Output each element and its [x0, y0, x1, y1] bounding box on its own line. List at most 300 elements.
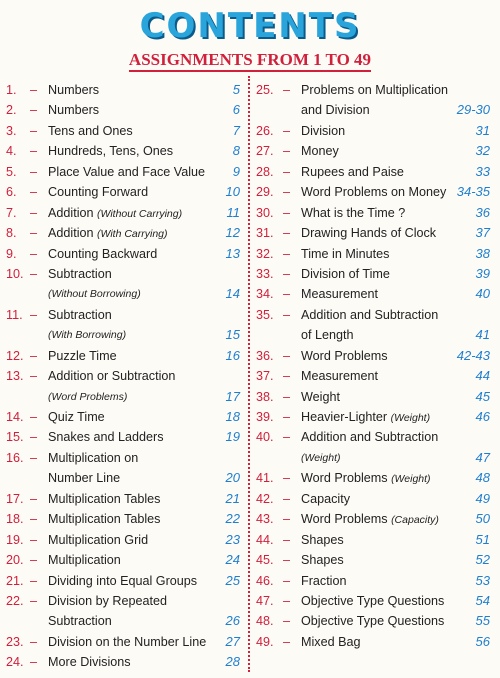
- toc-entry: [6, 223, 242, 243]
- entry-dash: –: [283, 369, 291, 384]
- entry-page-number: 14: [225, 286, 240, 302]
- entry-title-text: Hundreds, Tens, Ones: [48, 144, 174, 159]
- toc-entry: [256, 427, 492, 447]
- entry-title: [48, 284, 141, 304]
- entry-number: 43.: [256, 512, 274, 527]
- entry-dash: –: [283, 532, 291, 547]
- entry-dash: –: [283, 287, 291, 302]
- entry-dash: –: [283, 410, 291, 424]
- entry-dash: –: [30, 103, 38, 118]
- entry-number: 37.: [256, 369, 274, 384]
- entry-title: [301, 387, 340, 407]
- entry-title-text: Numbers: [48, 83, 100, 97]
- entry-number: 12.: [6, 348, 24, 363]
- entry-dash: –: [283, 430, 291, 445]
- entry-title: [301, 284, 378, 304]
- entry-number: 36.: [256, 348, 274, 363]
- entry-page-number: 28: [225, 654, 240, 670]
- entry-dash: –: [30, 450, 38, 465]
- toc-entry: [256, 162, 492, 182]
- column-divider: [248, 76, 250, 672]
- entry-number: 40.: [256, 430, 274, 445]
- entry-dash: –: [283, 491, 291, 506]
- entry-title-text: Word Problems: [301, 348, 388, 363]
- toc-entry-continuation: [6, 468, 242, 488]
- toc-entry: [256, 387, 492, 407]
- toc-entry: [6, 100, 242, 120]
- entry-page-number: 13: [225, 245, 240, 261]
- entry-title: [301, 325, 354, 345]
- entry-dash: –: [30, 512, 38, 527]
- toc-entry: [256, 571, 492, 591]
- entry-number: 45.: [256, 553, 274, 568]
- entry-title-text: Division by Repeated: [48, 593, 168, 608]
- entry-page-number: 56: [475, 633, 490, 649]
- entry-number: 39.: [256, 410, 274, 424]
- entry-title: [48, 80, 99, 100]
- entry-page-number: 32: [475, 143, 490, 159]
- entry-title-text: More Divisions: [48, 655, 131, 670]
- entry-page-number: 51: [475, 531, 490, 547]
- entry-title: [301, 632, 361, 652]
- entry-page-number: 54: [475, 592, 490, 608]
- entry-dash: –: [30, 593, 38, 608]
- entry-title: [301, 407, 430, 428]
- entry-title-text: Counting Backward: [48, 246, 158, 261]
- toc-entry: [6, 427, 242, 447]
- toc-entry: [256, 591, 492, 611]
- toc-entry: [6, 264, 242, 284]
- entry-page-number: 55: [475, 613, 490, 629]
- toc-entry: [6, 591, 242, 611]
- entry-title-text: Snakes and Ladders: [48, 430, 164, 445]
- entry-number: 26.: [256, 123, 274, 138]
- entry-number: 44.: [256, 532, 274, 547]
- entry-number: 35.: [256, 307, 274, 322]
- entry-number: 48.: [256, 614, 274, 629]
- entry-page-number: 46: [475, 409, 490, 424]
- entry-title-text: (With Borrowing): [48, 329, 127, 342]
- entry-title-text: Heavier-Lighter: [301, 410, 388, 424]
- entry-dash: –: [283, 389, 291, 404]
- entry-number: 23.: [6, 634, 24, 649]
- entry-number: 21.: [6, 573, 24, 588]
- entry-number: 1.: [6, 83, 17, 97]
- entry-title-text: Weight: [301, 389, 340, 404]
- entry-number: 5.: [6, 164, 17, 179]
- entry-title: [48, 509, 160, 529]
- entry-title: [48, 427, 164, 447]
- entry-title-text: Word Problems on Money: [301, 185, 447, 200]
- toc-entry: [6, 407, 242, 427]
- entry-page-number: 22: [225, 511, 240, 527]
- entry-title-text: Shapes: [301, 532, 344, 547]
- toc-entry-continuation: [256, 325, 492, 345]
- entry-title-text: (Weight): [301, 451, 341, 464]
- toc-entry: [256, 632, 492, 652]
- entry-title-text: Division of Time: [301, 266, 390, 281]
- toc-entry: [256, 182, 492, 202]
- subtitle-text: ASSIGNMENTS FROM 1 TO 49: [129, 50, 371, 72]
- entry-title: [301, 80, 448, 100]
- entry-page-number: 25: [225, 572, 240, 588]
- entry-title-text: Subtraction: [48, 266, 112, 281]
- entry-title: [48, 387, 127, 407]
- entry-number: 11.: [6, 307, 23, 322]
- entry-title: [48, 325, 126, 345]
- toc-entry: [6, 530, 242, 550]
- entry-dash: –: [30, 144, 38, 159]
- entry-dash: –: [283, 573, 291, 588]
- entry-dash: –: [283, 164, 291, 179]
- entry-title-text: Multiplication Tables: [48, 512, 161, 527]
- toc-entry: [6, 489, 242, 509]
- entry-number: 16.: [6, 450, 24, 465]
- entry-title: [48, 571, 197, 591]
- toc-entry: [6, 346, 242, 366]
- entry-title-text: Multiplication: [48, 553, 121, 568]
- entry-title: [301, 550, 344, 570]
- entry-dash: –: [283, 471, 291, 486]
- entry-title-text: Puzzle Time: [48, 348, 117, 363]
- entry-title-text: Place Value and Face Value: [48, 164, 206, 179]
- entry-dash: –: [283, 246, 291, 261]
- entry-page-number: 26: [225, 613, 240, 629]
- entry-dash: –: [30, 410, 38, 424]
- entry-title: [48, 407, 105, 427]
- entry-dash: –: [283, 307, 291, 322]
- toc-entry: [6, 244, 242, 264]
- entry-title-text: Drawing Hands of Clock: [301, 226, 437, 241]
- toc-entry: [256, 203, 492, 223]
- entry-title: [301, 509, 439, 530]
- toc-entry: [256, 284, 492, 304]
- page-title: CONTENTS: [139, 6, 361, 46]
- entry-page-number: 16: [225, 347, 240, 363]
- toc-entry: [6, 509, 242, 529]
- entry-title-text: Multiplication Grid: [48, 532, 149, 547]
- entry-title: [301, 141, 339, 161]
- entry-title-text: Objective Type Questions: [301, 614, 445, 629]
- entry-title-text: Shapes: [301, 553, 344, 568]
- entry-title: [48, 244, 157, 264]
- entry-page-number: 37: [475, 225, 490, 241]
- entry-page-number: 10: [225, 184, 240, 200]
- entry-number: 4.: [6, 144, 17, 159]
- entry-dash: –: [30, 573, 38, 588]
- entry-number: 15.: [6, 430, 24, 445]
- toc-entry: [256, 80, 492, 100]
- toc-entry-continuation: [256, 100, 492, 120]
- toc-entry: [256, 305, 492, 325]
- entry-title: [301, 591, 444, 611]
- entry-title-text: Fraction: [301, 573, 347, 588]
- entry-title: [48, 366, 175, 386]
- entry-title: [48, 550, 121, 570]
- entry-title: [48, 203, 182, 224]
- entry-title-text: Measurement: [301, 369, 378, 384]
- entry-number: 7.: [6, 205, 17, 220]
- entry-title-text: Addition: [48, 226, 94, 241]
- entry-title: [48, 141, 173, 161]
- toc-entry: [256, 264, 492, 284]
- entry-title: [301, 182, 446, 202]
- entry-page-number: 40: [475, 286, 490, 302]
- entry-note: (Without Carrying): [97, 207, 183, 220]
- entry-page-number: 53: [475, 572, 490, 588]
- entry-dash: –: [283, 205, 291, 220]
- toc-entry: [6, 652, 242, 672]
- toc-entry: [6, 305, 242, 325]
- entry-dash: –: [30, 205, 38, 220]
- entry-number: 24.: [6, 655, 24, 670]
- entry-page-number: 9: [232, 163, 240, 179]
- entry-number: 49.: [256, 634, 274, 649]
- entry-number: 30.: [256, 205, 274, 220]
- entry-title: [301, 203, 405, 223]
- entry-number: 17.: [6, 491, 24, 506]
- entry-title: [301, 305, 438, 325]
- entry-page-number: 41: [475, 327, 490, 343]
- entry-dash: –: [30, 430, 38, 445]
- entry-dash: –: [30, 532, 38, 547]
- entry-number: 31.: [256, 226, 274, 241]
- entry-page-number: 5: [232, 82, 240, 97]
- entry-title: [48, 162, 205, 182]
- entry-number: 29.: [256, 185, 274, 200]
- entry-page-number: 20: [225, 470, 240, 486]
- entry-page-number: 50: [475, 511, 490, 527]
- entry-title: [301, 264, 390, 284]
- entry-dash: –: [30, 246, 38, 261]
- entry-dash: –: [30, 83, 38, 97]
- entry-title-text: Division: [301, 123, 346, 138]
- toc-entry: [256, 468, 492, 488]
- entry-title-text: Addition and Subtraction: [301, 430, 439, 445]
- entry-number: 2.: [6, 103, 17, 118]
- entry-number: 18.: [6, 512, 24, 527]
- entry-title: [48, 652, 131, 672]
- entry-dash: –: [283, 266, 291, 281]
- entry-title-text: Capacity: [301, 491, 350, 506]
- right-column: [256, 80, 492, 652]
- entry-title-text: What is the Time ?: [301, 205, 406, 220]
- entry-page-number: 6: [232, 102, 240, 118]
- toc-entry: [6, 141, 242, 161]
- entry-title-text: Money: [301, 144, 339, 159]
- entry-title-text: Number Line: [48, 471, 121, 486]
- entry-dash: –: [30, 348, 38, 363]
- entry-title: [301, 366, 378, 386]
- entry-number: 20.: [6, 553, 24, 568]
- entry-title-text: Rupees and Paise: [301, 164, 404, 179]
- entry-dash: –: [283, 83, 291, 97]
- toc-entry: [256, 509, 492, 529]
- entry-dash: –: [283, 348, 291, 363]
- entry-page-number: 39: [475, 265, 490, 281]
- entry-number: 41.: [256, 471, 274, 486]
- entry-title: [48, 489, 160, 509]
- left-column: [6, 80, 242, 673]
- entry-title: [301, 427, 438, 447]
- entry-page-number: 18: [225, 409, 240, 424]
- entry-number: 8.: [6, 226, 17, 241]
- entry-dash: –: [283, 144, 291, 159]
- entry-title: [48, 223, 168, 244]
- entry-dash: –: [30, 634, 38, 649]
- entry-title: [48, 121, 133, 141]
- entry-page-number: 21: [225, 490, 240, 506]
- entry-title-text: Addition and Subtraction: [301, 307, 439, 322]
- entry-title: [301, 121, 345, 141]
- toc-entry: [256, 611, 492, 631]
- toc-entry-continuation: [6, 284, 242, 304]
- entry-title: [301, 468, 431, 489]
- entry-title-text: Word Problems: [301, 512, 388, 527]
- entry-dash: –: [283, 634, 291, 649]
- entry-page-number: 52: [475, 552, 490, 568]
- entry-page-number: 15: [225, 327, 240, 343]
- entry-page-number: 48: [475, 470, 490, 486]
- entry-title: [301, 571, 347, 591]
- toc-entry: [6, 162, 242, 182]
- entry-title-text: Counting Forward: [48, 185, 149, 200]
- toc-entry: [6, 448, 242, 468]
- entry-title: [48, 611, 112, 631]
- entry-dash: –: [283, 123, 291, 138]
- entry-title-text: Time in Minutes: [301, 246, 390, 261]
- toc-entry: [256, 141, 492, 161]
- entry-number: 27.: [256, 144, 274, 159]
- entry-page-number: 8: [232, 143, 240, 159]
- entry-title: [301, 489, 350, 509]
- entry-title-text: Subtraction: [48, 614, 112, 629]
- entry-page-number: 7: [232, 122, 240, 138]
- entry-note: (Weight): [390, 412, 431, 424]
- entry-title: [48, 591, 167, 611]
- entry-page-number: 11: [226, 204, 240, 220]
- toc-entry-continuation: [6, 611, 242, 631]
- toc-entry: [6, 550, 242, 570]
- toc-entry: [6, 366, 242, 386]
- toc-entry: [256, 407, 492, 427]
- entry-number: 6.: [6, 185, 17, 200]
- entry-page-number: 24: [225, 552, 240, 568]
- entry-page-number: 27: [225, 633, 240, 649]
- entry-title: [48, 346, 117, 366]
- entry-title-text: (Without Borrowing): [48, 288, 141, 301]
- entry-title: [48, 448, 138, 468]
- entry-number: 19.: [6, 532, 24, 547]
- entry-note: (With Carrying): [97, 228, 168, 241]
- entry-title-text: Dividing into Equal Groups: [48, 573, 198, 588]
- entry-page-number: 33: [475, 163, 490, 179]
- toc-entry: [6, 571, 242, 591]
- entry-title-text: and Division: [301, 103, 370, 118]
- entry-title: [301, 611, 444, 631]
- entry-page-number: 19: [225, 429, 240, 445]
- entry-page-number: 47: [475, 449, 490, 465]
- entry-page-number: 36: [475, 204, 490, 220]
- toc-entry: [256, 489, 492, 509]
- entry-title-text: Addition or Subtraction: [48, 369, 176, 384]
- entry-dash: –: [30, 266, 38, 281]
- entry-number: 3.: [6, 123, 17, 138]
- entry-note: (Weight): [391, 473, 431, 486]
- toc-entry-continuation: [256, 448, 492, 468]
- entry-title-text: Word Problems: [301, 471, 388, 486]
- toc-entry: [6, 80, 242, 100]
- entry-title: [48, 264, 112, 284]
- toc-entry: [6, 121, 242, 141]
- entry-page-number: 44: [475, 368, 490, 384]
- entry-title-text: Problems on Multiplication: [301, 83, 448, 97]
- entry-title: [301, 448, 340, 468]
- entry-number: 22.: [6, 593, 24, 608]
- entry-title-text: of Length: [301, 328, 354, 343]
- entry-page-number: 45: [475, 388, 490, 404]
- entry-number: 42.: [256, 491, 274, 506]
- entry-dash: –: [283, 593, 291, 608]
- entry-page-number: 12: [225, 225, 240, 241]
- entry-title-text: Measurement: [301, 287, 378, 302]
- entry-title: [301, 162, 404, 182]
- entry-title: [48, 100, 99, 120]
- entry-number: 33.: [256, 266, 274, 281]
- entry-number: 28.: [256, 164, 274, 179]
- toc-entry-continuation: [6, 387, 242, 407]
- toc-entry: [256, 244, 492, 264]
- entry-page-number: 31: [475, 122, 490, 138]
- entry-number: 47.: [256, 593, 274, 608]
- entry-note: (Capacity): [391, 514, 439, 527]
- entry-title: [48, 632, 206, 652]
- entry-page-number: 29-30: [456, 102, 490, 118]
- entry-number: 9.: [6, 246, 17, 261]
- toc-entry: [256, 550, 492, 570]
- entry-number: 32.: [256, 246, 274, 261]
- entry-dash: –: [283, 185, 291, 200]
- entry-dash: –: [30, 226, 38, 241]
- entry-dash: –: [30, 185, 38, 200]
- entry-title-text: Multiplication Tables: [48, 491, 161, 506]
- entry-title: [301, 530, 344, 550]
- entry-number: 13.: [6, 369, 24, 384]
- entry-title: [48, 530, 148, 550]
- entry-page-number: 49: [475, 490, 490, 506]
- toc-entry-continuation: [6, 325, 242, 345]
- entry-title-text: Numbers: [48, 103, 100, 118]
- entry-dash: –: [283, 226, 291, 241]
- entry-title: [301, 223, 436, 243]
- entry-dash: –: [30, 123, 38, 138]
- subtitle: [0, 50, 500, 70]
- entry-dash: –: [30, 491, 38, 506]
- entry-number: 14.: [6, 410, 24, 424]
- entry-dash: –: [30, 553, 38, 568]
- entry-title-text: Subtraction: [48, 307, 112, 322]
- toc-entry: [256, 223, 492, 243]
- entry-title: [48, 468, 120, 488]
- entry-number: 34.: [256, 287, 274, 302]
- entry-title-text: Objective Type Questions: [301, 593, 445, 608]
- entry-title: [48, 182, 148, 202]
- entry-title-text: Multiplication on: [48, 450, 139, 465]
- entry-dash: –: [283, 512, 291, 527]
- entry-dash: –: [30, 655, 38, 670]
- entry-number: 38.: [256, 389, 274, 404]
- entry-title-text: Quiz Time: [48, 410, 105, 424]
